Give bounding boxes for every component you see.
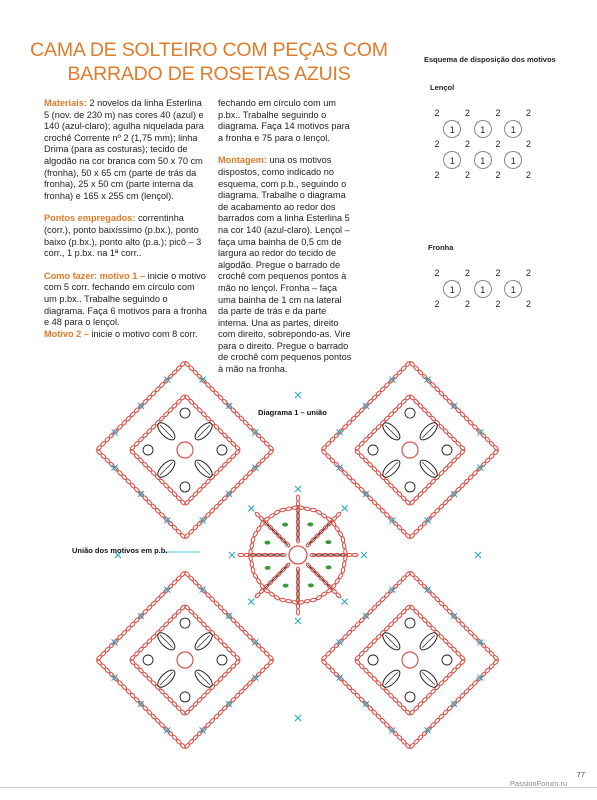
single-crochet-mark [295, 392, 301, 398]
single-crochet-mark [229, 552, 235, 558]
chain-stitch [180, 604, 187, 611]
lencol-motif-2: 2 [428, 104, 446, 122]
assembly-heading: Montagem: [218, 155, 267, 166]
petal-loop [180, 692, 190, 702]
diagram-label: Diagrama 1 – união [258, 408, 327, 417]
flower-center [177, 442, 193, 458]
lencol-motif-1: 1 [443, 120, 461, 138]
scheme-title: Esquema de disposição dos motivos [424, 55, 556, 64]
fronha-motif-2: 2 [489, 264, 507, 282]
chain-stitch [279, 598, 286, 602]
flower-center [402, 652, 418, 668]
chain-stitch [180, 394, 187, 401]
chain-stitch [296, 609, 299, 615]
leaf-vein [422, 462, 435, 475]
lencol-motif-2: 2 [459, 135, 477, 153]
lencol-motif-1: 1 [443, 151, 461, 169]
lencol-motif-2: 2 [489, 104, 507, 122]
leaf-vein [197, 425, 210, 438]
chain-stitch [254, 592, 261, 599]
fronha-motif-2: 2 [520, 264, 538, 282]
lencol-motif-2: 2 [428, 166, 446, 184]
how-to-text: inicie o motivo com 5 corr. fechando em círculo com um p.bx.. Trabalhe seguindo o diagrama. Faça 6 motivos para a fronha e 48 para o lençol. [44, 270, 207, 328]
chain-stitch [310, 598, 317, 602]
title-line-2: BARRADO DE ROSETAS AZUIS [67, 63, 351, 85]
petal-loop [143, 655, 153, 665]
picot-dot [282, 523, 288, 527]
chain-stitch [250, 561, 254, 568]
fronha-label: Fronha [428, 243, 454, 252]
chain-stitch [254, 511, 261, 518]
fronha-motif-2: 2 [428, 264, 446, 282]
lencol-motif-1: 1 [474, 151, 492, 169]
how-to-heading: Como fazer: motivo 1 – [44, 270, 146, 281]
chain-stitch [310, 508, 317, 512]
chain-stitch [405, 394, 412, 401]
chain-stitch [342, 543, 346, 550]
petal-loop [217, 655, 227, 665]
leaf-vein [160, 672, 173, 685]
stitches-text: correntinha (corr.), ponto baixíssimo (p.bx.), ponto baixo (p.bx.), ponto alto (p.a.); picô – 3 corr., 1 p.bx. na 1ª corr.. [44, 213, 202, 259]
materials-text: 2 novelos da linha Esterlina 5 (nov. de 230 m) nas cores 40 (azul) e 140 (azul-claro); agulha niquelada para crochê Corrente nº 2 (1,75 mm); linha Drima (para as costuras); tecido de algodão na cor branca com 50 x 70 cm (fronha), 50 x 65 cm (parte de trás da fronha), 25 x 50 cm (parte interna da fronha) e 165 x 255 cm (lençol). [44, 98, 204, 201]
leaf-vein [422, 425, 435, 438]
lencol-motif-2: 2 [489, 166, 507, 184]
single-crochet-mark [295, 618, 301, 624]
petal-loop [368, 655, 378, 665]
chain-stitch [342, 561, 346, 568]
footer-rule [0, 787, 597, 788]
picot-dot [308, 583, 314, 587]
diagram-side-label: União dos motivos em p.b. [72, 546, 168, 555]
petal-loop [143, 445, 153, 455]
page-number: 77 [576, 770, 585, 779]
leaf-vein [422, 635, 435, 648]
single-crochet-mark [475, 552, 481, 558]
petal-loop [180, 408, 190, 418]
chain-stitch [352, 553, 358, 556]
lencol-motif-2: 2 [520, 166, 538, 184]
lencol-motif-2: 2 [489, 135, 507, 153]
chain-stitch [251, 567, 255, 574]
single-crochet-mark [248, 505, 254, 511]
watermark: PassionForum.ru [509, 779, 567, 788]
chain-stitch [335, 511, 342, 518]
motif-2-heading: Motivo 2 – [44, 328, 89, 339]
lencol-motif-2: 2 [520, 135, 538, 153]
lencol-motif-1: 1 [474, 120, 492, 138]
fronha-motif-2: 2 [428, 295, 446, 313]
leaf-vein [160, 462, 173, 475]
chain-stitch [405, 571, 412, 578]
picot-dot [283, 584, 289, 588]
single-crochet-mark [295, 715, 301, 721]
lencol-motif-2: 2 [520, 104, 538, 122]
picot-dot [307, 522, 313, 526]
leaf-vein [160, 425, 173, 438]
leaf-vein [385, 672, 398, 685]
title-line-1: CAMA DE SOLTEIRO COM PEÇAS COM [30, 39, 388, 61]
chain-stitch [341, 536, 345, 543]
lencol-motif-1: 1 [504, 120, 522, 138]
petal-loop [180, 482, 190, 492]
chain-stitch [304, 507, 311, 511]
picot-dot [265, 566, 271, 570]
chain-stitch [405, 604, 412, 611]
chain-stitch [180, 571, 187, 578]
chain-stitch [251, 536, 255, 543]
leaf-vein [385, 635, 398, 648]
chain-stitch [296, 495, 299, 501]
lencol-motif-2: 2 [428, 135, 446, 153]
single-crochet-mark [248, 599, 254, 605]
chain-stitch [250, 543, 254, 550]
lencol-label: Lençol [430, 83, 455, 92]
stitches-heading: Pontos empregados: [44, 213, 136, 224]
flower-center [177, 652, 193, 668]
single-crochet-mark [342, 599, 348, 605]
fronha-motif-1: 1 [474, 280, 492, 298]
leaf-vein [197, 672, 210, 685]
chain-stitch [341, 567, 345, 574]
motif-2-text: inicie o motivo com 8 corr. [88, 328, 198, 339]
fronha-motif-2: 2 [520, 295, 538, 313]
picot-dot [325, 540, 331, 544]
assembly-text: una os motivos dispostos, como indicado no esquema, com p.b., seguindo o diagrama. Trabalhe o diagrama de acabamento ao redor dos barrados com a linha Esterlina 5 na cor 140 (azul-claro). Lençol – faça uma bainha de 0,5 cm de largura ao redor do tecido de algodão. Pregue o barrado de crochê com pequenos pontos à mão no lençol. Fronha – faça uma bainha de 1 cm na lateral da parte de trás e da parte interna. Una as partes, direito com direito, sobrepondo-as. Vire para o direito. Pregue o barrado de crochê com pequenos pontos à mão na fronha. [218, 155, 352, 375]
leaf-vein [385, 462, 398, 475]
petal-loop [405, 408, 415, 418]
leaf-vein [385, 425, 398, 438]
chain-stitch [286, 599, 293, 603]
flower-center [402, 442, 418, 458]
fronha-motif-1: 1 [504, 280, 522, 298]
petal-loop [405, 692, 415, 702]
petal-loop [442, 655, 452, 665]
picot-dot [326, 565, 332, 569]
leaf-vein [197, 635, 210, 648]
fronha-motif-2: 2 [459, 295, 477, 313]
leaf-vein [160, 635, 173, 648]
continuation-paragraph: fechando em círculo com um p.bx.. Trabalhe seguindo o diagrama. Faça 14 motivos para a fronha e 75 para o lençol. [218, 98, 350, 143]
fronha-motif-1: 1 [443, 280, 461, 298]
petal-loop [405, 482, 415, 492]
petal-loop [442, 445, 452, 455]
materials-heading: Materiais: [44, 98, 87, 108]
chain-stitch [286, 507, 293, 511]
petal-loop [180, 618, 190, 628]
fronha-motif-2: 2 [459, 264, 477, 282]
petal-loop [217, 445, 227, 455]
lencol-motif-1: 1 [504, 151, 522, 169]
single-crochet-mark [342, 505, 348, 511]
leaf-vein [197, 462, 210, 475]
chain-stitch [180, 361, 187, 368]
leaf-vein [422, 672, 435, 685]
chain-stitch [304, 599, 311, 603]
fronha-motif-2: 2 [489, 295, 507, 313]
single-crochet-mark [361, 552, 367, 558]
chain-stitch [238, 553, 244, 556]
chain-stitch [279, 508, 286, 512]
lencol-motif-2: 2 [459, 166, 477, 184]
motif2-center [289, 546, 307, 564]
lencol-motif-2: 2 [459, 104, 477, 122]
picot-dot [264, 541, 270, 545]
chain-stitch [405, 361, 412, 368]
single-crochet-mark [295, 486, 301, 492]
petal-loop [368, 445, 378, 455]
chain-stitch [335, 592, 342, 599]
petal-loop [405, 618, 415, 628]
